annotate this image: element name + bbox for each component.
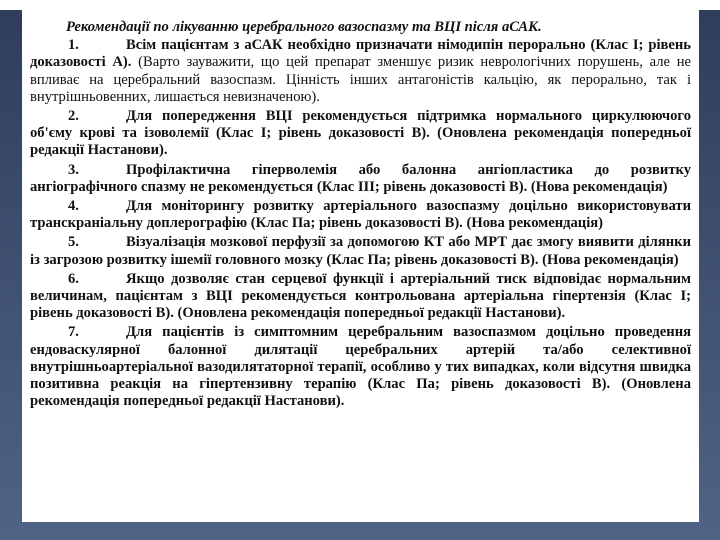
- recommendation-text: Якщо дозволяє стан серцевої функції і артеріальний тиск відповідає нормальним величинам, пацієнтам з ВЦІ рекомендується контрольована артеріальна гіпертензія (Клас І; рівень доказовості В). (Оновлена рекомендація попередньої редакції Настанови).: [30, 270, 691, 322]
- recommendation-text: Для моніторингу розвитку артеріального вазоспазму доцільно використовувати транскраніальну доплерографію (Клас Па; рівень доказовості В). (Нова рекомендація): [30, 198, 691, 232]
- recommendation-item-1: [30, 37, 691, 106]
- recommendation-number: 3.: [68, 161, 79, 178]
- recommendation-number: 7.: [68, 324, 79, 341]
- recommendation-text: Для пацієнтів із симптомним церебральним вазоспазмом доцільно проведення ендоваскулярної балонної дилятації церебральних артерій та/або селективної внутрішньоартеріальної вазодилятаторної терапії, особливо у тих випадках, коли відсутня швидка позитивна реакція на гіпертензивну терапію (Клас Па; рівень доказовості В). (Оновлена рекомендація попередньої редакції Настанови).: [30, 324, 691, 410]
- recommendation-number: 1.: [68, 37, 79, 54]
- recommendations-title: Рекомендації по лікуванню церебрального вазоспазму та ВЦІ після аСАК.: [66, 19, 542, 35]
- recommendation-item-4: [30, 198, 691, 232]
- recommendation-item-6: [30, 271, 691, 323]
- content-panel: [22, 9, 699, 522]
- recommendation-number: 6.: [68, 270, 79, 287]
- recommendation-text: Для попередження ВЦІ рекомендується підтримка нормального циркулюючого об'єму крові та ізоволемії (Клас І; рівень доказовості В). (Оновлена рекомендація попередньої редакції Настанови).: [30, 108, 691, 159]
- recommendation-text: Візуалізація мозкової перфузії за допомогою КТ або МРТ дає змогу виявити ділянки із загрозою розвитку ішемії головного мозку (Клас Па; рівень доказовості В). (Нова рекомендація): [30, 234, 691, 268]
- recommendation-text: Всім пацієнтам з аСАК необхідно призначати німодипін перорально (Клас І; рівень доказовості А).: [30, 37, 691, 71]
- recommendation-item-3: [30, 162, 691, 196]
- recommendation-item-7: [30, 324, 691, 410]
- recommendation-number: 2.: [68, 108, 79, 125]
- recommendation-note: (Варто зауважити, що цей препарат зменшує ризик неврологічних порушень, але не впливає на церебральний вазоспазм. Цінність інших антагоністів кальцію, як перорально, так і внутрішньовенних, лишається невизначеною).: [30, 54, 691, 105]
- recommendation-text: Профілактична гіперволемія або балонна ангіопластика до розвитку ангіографічного спазму не рекомендується (Клас ІІІ; рівень доказовості В). (Нова рекомендація): [30, 161, 691, 195]
- recommendation-item-2: [30, 108, 691, 160]
- recommendation-number: 4.: [68, 198, 79, 215]
- recommendation-number: 5.: [68, 234, 79, 251]
- recommendation-item-5: [30, 234, 691, 268]
